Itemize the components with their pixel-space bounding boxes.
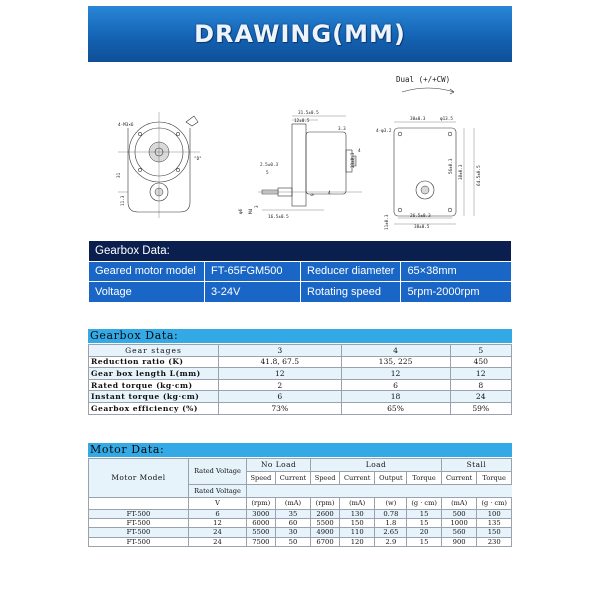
cell: 100 [477, 510, 512, 519]
row-label: Instant torque (kg·cm) [89, 391, 219, 403]
table-row [89, 368, 512, 380]
load-header: Load [311, 459, 442, 472]
dim-d-sm: 3.3 [338, 127, 346, 132]
cell: 6700 [311, 537, 340, 546]
unit-cell: (rpm) [311, 497, 340, 510]
unit-cell: (g · cm) [407, 497, 442, 510]
cell: 12 [450, 368, 511, 380]
cell: 3000 [247, 510, 276, 519]
table-row [89, 459, 512, 472]
unit-cell: (rpm) [247, 497, 276, 510]
dim-d-m4: M4 [249, 208, 254, 214]
dim-r-30: 30±0.3 [410, 117, 426, 122]
dual-label: Dual (+/+CW) [396, 75, 451, 84]
cell: 130 [339, 510, 375, 519]
summary-label: Reducer diameter [301, 261, 401, 282]
row-label: Reduction ratio (K) [89, 356, 219, 368]
cell: 4 [341, 345, 450, 357]
gearbox-summary-table [88, 240, 512, 303]
cell: 150 [339, 519, 375, 528]
cell: 30 [275, 528, 311, 537]
cell: 6000 [247, 519, 276, 528]
cell: 2 [219, 379, 342, 391]
cell: 59% [450, 402, 511, 414]
cell: 5500 [247, 528, 276, 537]
table-row [89, 402, 512, 414]
cell: 2.9 [375, 537, 407, 546]
sub-header: Rated Voltage [189, 484, 247, 497]
rotation-arrow [402, 88, 454, 92]
table-row [89, 379, 512, 391]
sub-header: Current [275, 471, 311, 484]
cell: 5 [450, 345, 511, 357]
motor-model-cell: FT-500 [89, 528, 189, 537]
table-row [89, 537, 512, 546]
cell: 6 [219, 391, 342, 403]
dim-h-b: 4 [358, 149, 361, 154]
cell: 230 [477, 537, 512, 546]
summary-header: Gearbox Data: [89, 241, 512, 262]
dim-d-3: 3 [255, 205, 260, 208]
cell: 12 [189, 519, 247, 528]
table-row [89, 356, 512, 368]
cell: 24 [189, 528, 247, 537]
summary-value: 65×38mm [401, 261, 512, 282]
cell: 15 [407, 510, 442, 519]
sub-header: Current [339, 471, 375, 484]
dim-side-tag: "D" [194, 157, 202, 162]
cell: 50 [275, 537, 311, 546]
rated-voltage-header: Rated Voltage [189, 459, 247, 485]
row-label: Gearbox efficiency (%) [89, 402, 219, 414]
sub-header: Torque [407, 471, 442, 484]
dim-d-25: 2.5±0.3 [260, 163, 279, 168]
gearbox-data-table [88, 344, 512, 415]
sub-header: Speed [311, 471, 340, 484]
row-label: Rated torque (kg·cm) [89, 379, 219, 391]
dim-31: 31 [117, 172, 122, 178]
cell: 0.78 [375, 510, 407, 519]
row-label: Gear stages [89, 345, 219, 357]
motor-data-table [88, 458, 512, 547]
dim-h-a: 23±0.3 [351, 152, 356, 168]
sub-header: Current [441, 471, 477, 484]
technical-drawing [88, 68, 512, 240]
dim-r-4: 4 [328, 191, 331, 196]
cell: 3 [219, 345, 342, 357]
title-banner [88, 6, 512, 62]
dim-bottom-w: 16.5±0.5 [268, 215, 289, 220]
summary-label: Voltage [89, 282, 205, 303]
cell: 560 [441, 528, 477, 537]
dim-w-mid: 12±0.5 [294, 119, 310, 124]
summary-label: Geared motor model [89, 261, 205, 282]
summary-value: FT-65FGM500 [205, 261, 301, 282]
cell: 1.8 [375, 519, 407, 528]
sub-header: Speed [247, 471, 276, 484]
cell: 135 [477, 519, 512, 528]
table-row [89, 510, 512, 519]
cell: 450 [450, 356, 511, 368]
cell: 65% [341, 402, 450, 414]
dim-phi-a: φ6 [239, 208, 244, 214]
dim-holes-r: 4-φ3.2 [376, 129, 392, 134]
cell: 900 [441, 537, 477, 546]
banner-title: DRAWING(MM) [194, 20, 406, 48]
cell: 15 [407, 519, 442, 528]
no-load-header: No Load [247, 459, 311, 472]
cell: 150 [477, 528, 512, 537]
cell: 4900 [311, 528, 340, 537]
cell: 7500 [247, 537, 276, 546]
summary-label: Rotating speed [301, 282, 401, 303]
cell: 135, 225 [341, 356, 450, 368]
unit-cell: (g · cm) [477, 497, 512, 510]
gearbox-data-header: Gearbox Data: [88, 329, 512, 343]
cell: 500 [441, 510, 477, 519]
unit-cell: (mA) [339, 497, 375, 510]
dim-w-top: 31.5±0.5 [298, 111, 319, 116]
cell: 24 [189, 537, 247, 546]
stall-header: Stall [441, 459, 511, 472]
dim-r-h4: 11±0.3 [385, 214, 390, 230]
drawing-svg [88, 68, 512, 240]
cell: 41.8, 67.5 [219, 356, 342, 368]
summary-row [89, 261, 512, 282]
motor-model-header: Motor Model [89, 459, 189, 498]
unit-cell: (mA) [441, 497, 477, 510]
unit-cell: V [189, 497, 247, 510]
cell: 120 [339, 537, 375, 546]
dim-r-h1: 38±0.3 [459, 164, 464, 180]
cell: 24 [450, 391, 511, 403]
summary-header-row [89, 241, 512, 262]
motor-model-cell: FT-500 [89, 510, 189, 519]
table-row [89, 497, 512, 510]
cell: 1000 [441, 519, 477, 528]
sub-header: Output [375, 471, 407, 484]
cell: 2.65 [375, 528, 407, 537]
dim-r-b2: 38±0.5 [414, 225, 430, 230]
cell: 12 [341, 368, 450, 380]
unit-cell: (mA) [275, 497, 311, 510]
cell: 20 [407, 528, 442, 537]
dim-hole-dia-top: 4-M3×6 [118, 123, 134, 128]
sub-header: Torque [477, 471, 512, 484]
dim-r-phi: φ13.5 [440, 117, 453, 122]
motor-model-cell: FT-500 [89, 519, 189, 528]
dim-d-9: 9 [311, 193, 316, 196]
cell: 12 [219, 368, 342, 380]
cell: 5500 [311, 519, 340, 528]
row-label: Gear box length L(mm) [89, 368, 219, 380]
cell: 6 [341, 379, 450, 391]
dim-r-h3: 56±0.3 [449, 158, 454, 174]
summary-value: 5rpm-2000rpm [401, 282, 512, 303]
cell: 73% [219, 402, 342, 414]
table-row [89, 528, 512, 537]
dim-d-5: 5 [266, 171, 269, 176]
unit-cell: (w) [375, 497, 407, 510]
table-row [89, 391, 512, 403]
cell: 18 [341, 391, 450, 403]
summary-value: 3-24V [205, 282, 301, 303]
cell: 2600 [311, 510, 340, 519]
dim-r-h2: 64.5±0.5 [477, 165, 482, 186]
dim-11: 11.3 [121, 195, 126, 206]
cell: 6 [189, 510, 247, 519]
cell: 35 [275, 510, 311, 519]
table-row [89, 345, 512, 357]
summary-row [89, 282, 512, 303]
cell: 110 [339, 528, 375, 537]
cell: 60 [275, 519, 311, 528]
cell: 15 [407, 537, 442, 546]
cell: 8 [450, 379, 511, 391]
motor-data-header: Motor Data: [88, 443, 512, 457]
dim-r-b1: 26.5±0.3 [410, 214, 431, 219]
motor-model-cell: FT-500 [89, 537, 189, 546]
table-row [89, 519, 512, 528]
